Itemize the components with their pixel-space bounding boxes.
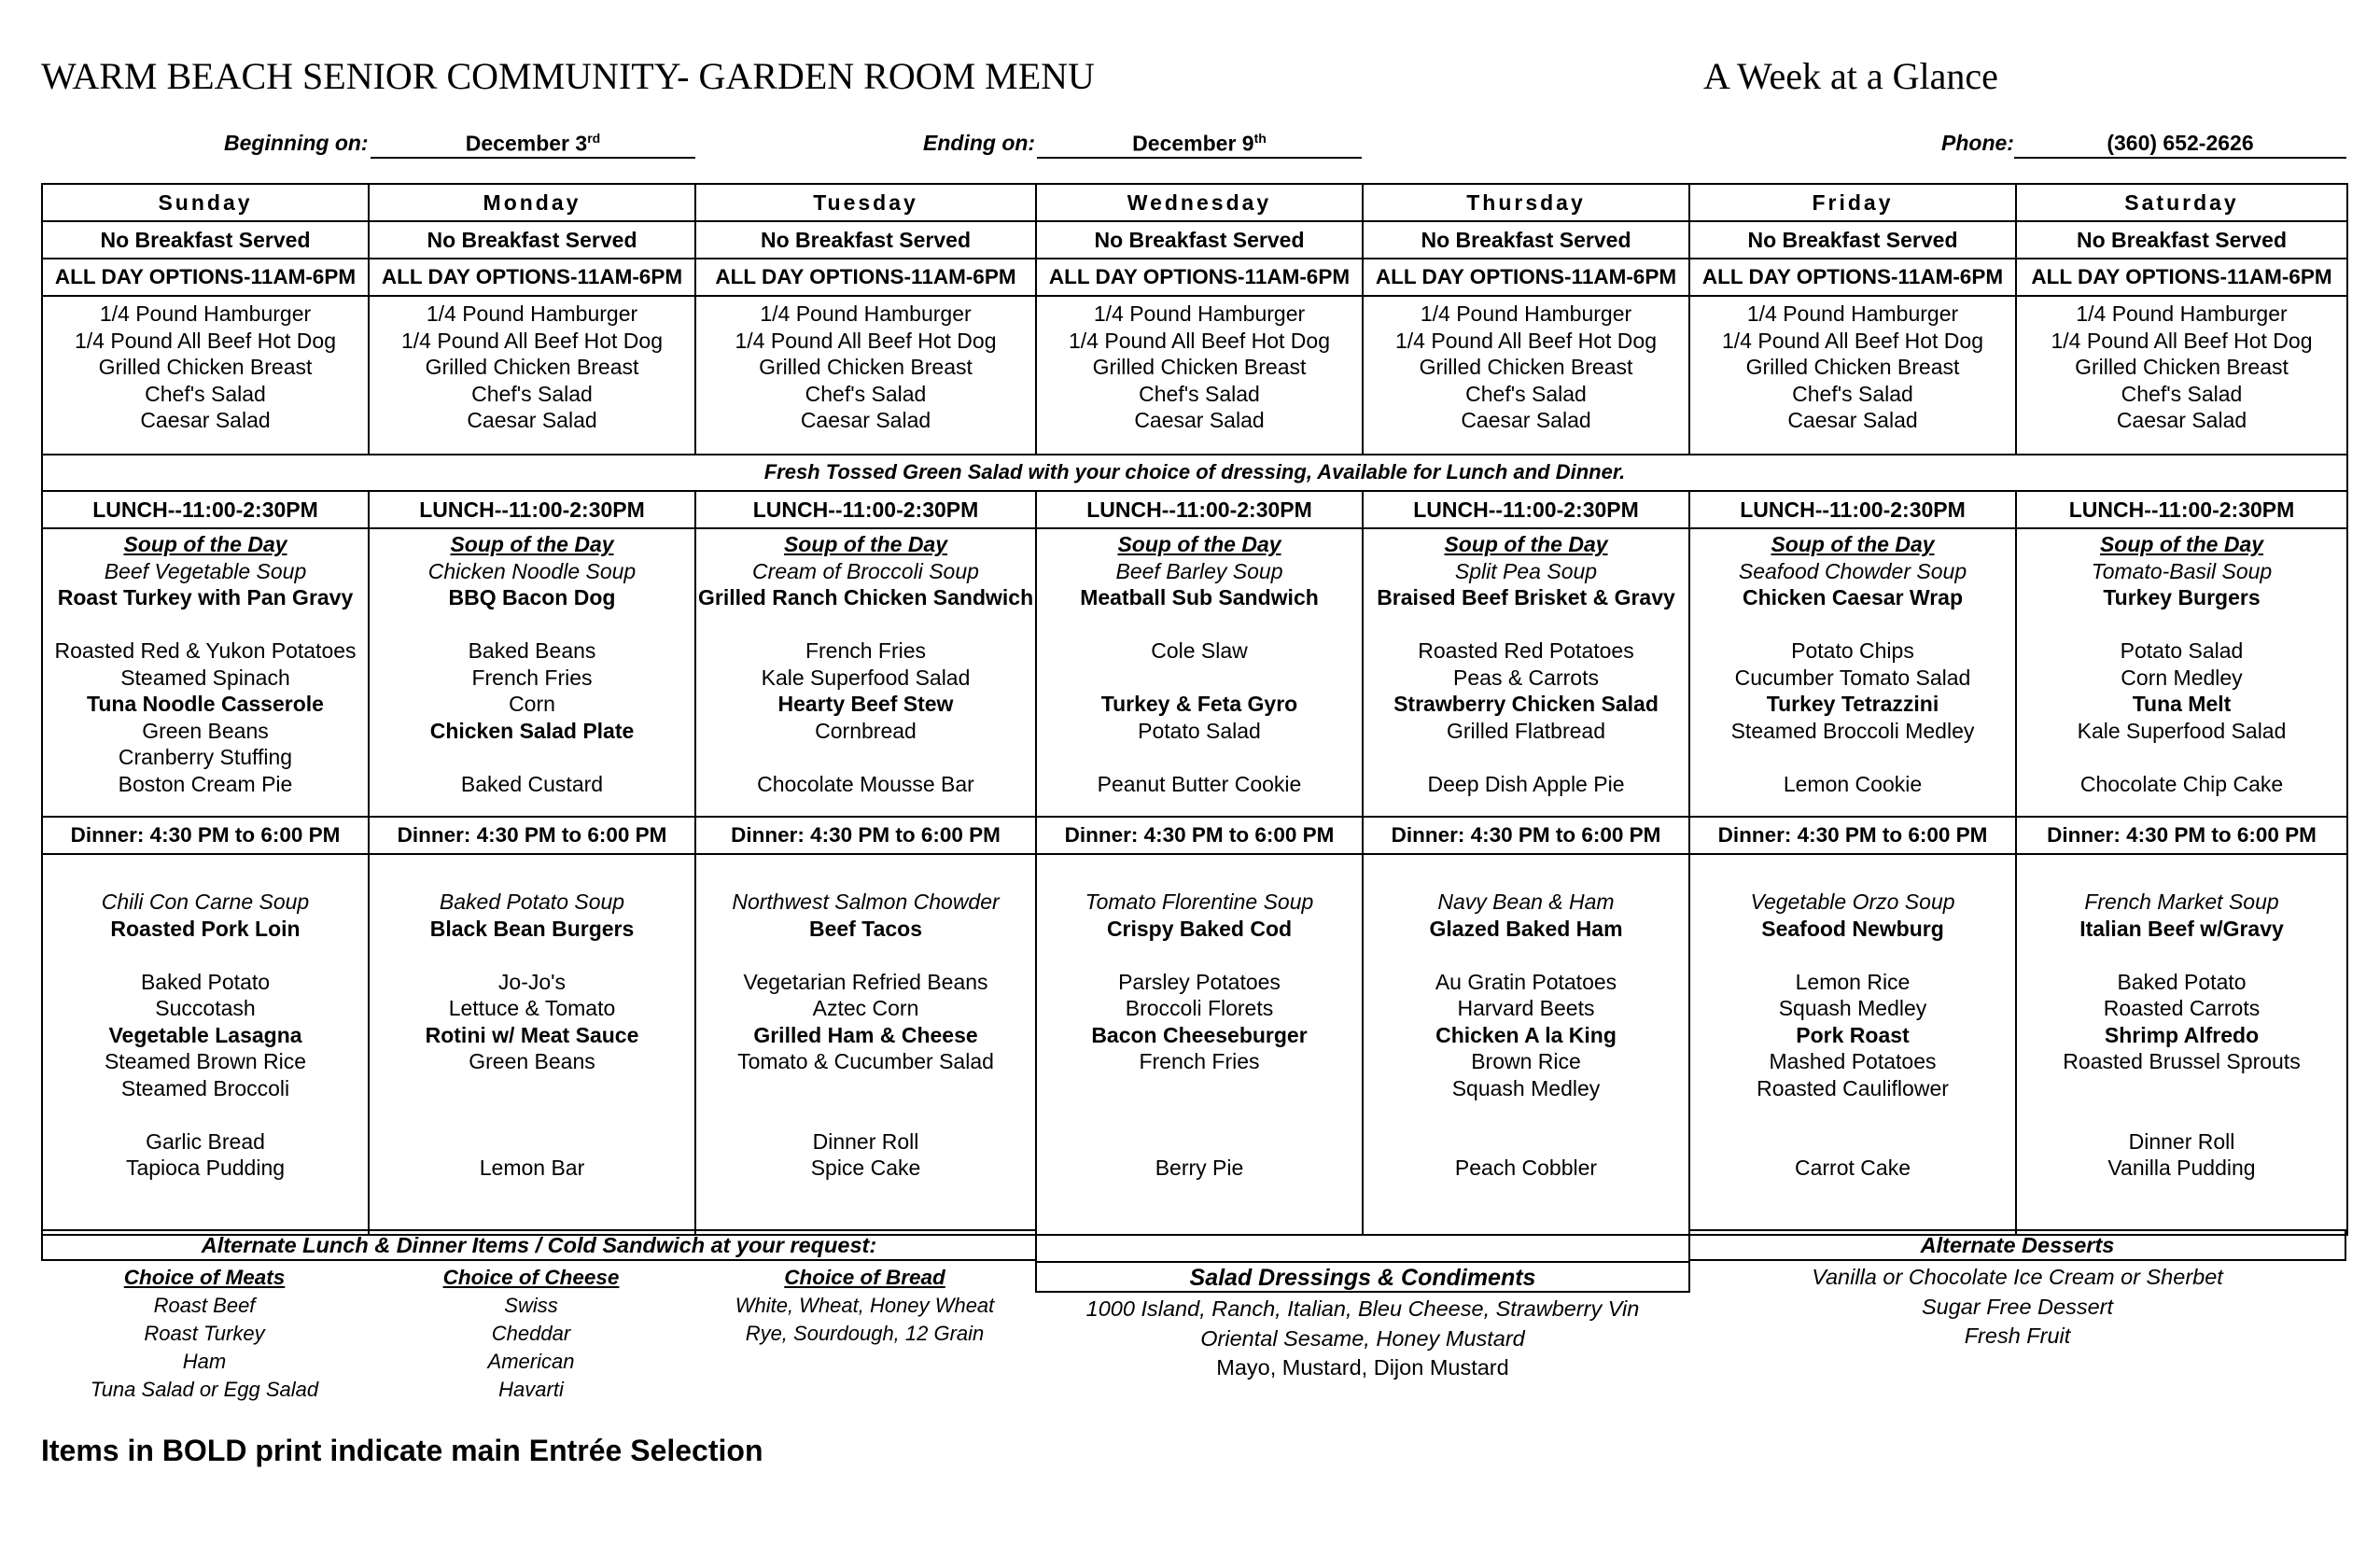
menu-item: Hearty Beef Stew bbox=[777, 692, 954, 716]
day-header-sunday: Sunday bbox=[42, 184, 369, 221]
menu-item: Chef's Salad bbox=[145, 381, 266, 406]
menu-item: Baked Potato Soup bbox=[439, 890, 625, 914]
menu-item: Meatball Sub Sandwich bbox=[1080, 585, 1319, 609]
dressing-item: Mayo, Mustard, Dijon Mustard bbox=[1216, 1355, 1509, 1380]
menu-item: 1/4 Pound All Beef Hot Dog bbox=[1394, 328, 1658, 353]
dinner-menu bbox=[1036, 854, 1363, 1235]
menu-item: Potato Salad bbox=[2120, 638, 2244, 663]
menu-item: Corn Medley bbox=[2121, 665, 2243, 690]
lunch-menu bbox=[1363, 528, 1689, 817]
menu-item: Green Beans bbox=[142, 718, 269, 743]
lunch-menu bbox=[369, 528, 695, 817]
menu-item bbox=[1692, 744, 2013, 771]
lunch-header: LUNCH--11:00-2:30PM bbox=[1363, 491, 1689, 528]
menu-item: Roasted Red & Yukon Potatoes bbox=[54, 638, 357, 663]
bread-item: White, Wheat, Honey Wheat bbox=[735, 1294, 995, 1317]
menu-item: Parsley Potatoes bbox=[1118, 969, 1281, 994]
menu-item: Potato Salad bbox=[1138, 718, 1261, 743]
all-day-header: ALL DAY OPTIONS-11AM-6PM bbox=[2016, 259, 2347, 296]
menu-item bbox=[1039, 744, 1360, 771]
menu-item bbox=[698, 1101, 1033, 1128]
dinner-menu bbox=[42, 854, 369, 1235]
menu-item: Roasted Brussel Sprouts bbox=[2063, 1049, 2301, 1073]
dressings-title: Salad Dressings & Condiments bbox=[1037, 1261, 1688, 1293]
breakfast-note: No Breakfast Served bbox=[2016, 221, 2347, 259]
menu-item: Grilled Chicken Breast bbox=[1092, 355, 1307, 379]
menu-item: Chef's Salad bbox=[2121, 381, 2243, 406]
weekly-menu-table bbox=[41, 183, 2348, 1236]
menu-item: Jo-Jo's bbox=[497, 969, 567, 994]
menu-item: Chicken Noodle Soup bbox=[427, 558, 637, 583]
menu-item: Chef's Salad bbox=[805, 381, 927, 406]
menu-item: Roasted Carrots bbox=[2103, 996, 2261, 1020]
menu-item: Seafood Chowder Soup bbox=[1738, 558, 1967, 583]
menu-item: Steamed Spinach bbox=[120, 665, 290, 690]
menu-item: Beef Barley Soup bbox=[1115, 558, 1283, 583]
all-day-header: ALL DAY OPTIONS-11AM-6PM bbox=[1036, 259, 1363, 296]
lunch-header: LUNCH--11:00-2:30PM bbox=[1036, 491, 1363, 528]
cheese-header: Choice of Cheese bbox=[442, 1266, 620, 1289]
menu-item: Beef Vegetable Soup bbox=[104, 558, 307, 583]
menu-item: Steamed Brown Rice bbox=[104, 1049, 307, 1073]
all-day-options bbox=[695, 296, 1036, 455]
dinner-header: Dinner: 4:30 PM to 6:00 PM bbox=[1363, 817, 1689, 854]
menu-item: 1/4 Pound Hamburger bbox=[1093, 301, 1306, 326]
menu-item: 1/4 Pound All Beef Hot Dog bbox=[1068, 328, 1331, 353]
ending-date: December 9th bbox=[1037, 131, 1362, 159]
menu-item bbox=[1692, 1101, 2013, 1128]
dinner-menu bbox=[369, 854, 695, 1235]
menu-item bbox=[1365, 1128, 1687, 1156]
menu-item bbox=[2019, 1075, 2345, 1102]
bread-column bbox=[694, 1264, 1035, 1348]
menu-item: 1/4 Pound All Beef Hot Dog bbox=[74, 328, 337, 353]
menu-item: Peas & Carrots bbox=[1453, 665, 1599, 690]
menu-item bbox=[371, 1075, 693, 1102]
menu-item: Chicken Salad Plate bbox=[429, 718, 635, 743]
meats-column bbox=[41, 1264, 368, 1404]
day-header-saturday: Saturday bbox=[2016, 184, 2347, 221]
menu-item: Caesar Salad bbox=[140, 408, 271, 432]
cheese-item: Swiss bbox=[504, 1294, 558, 1317]
menu-item: French Market Soup bbox=[2084, 890, 2279, 914]
menu-item: Potato Chips bbox=[1791, 638, 1914, 663]
menu-item: Soup of the Day bbox=[450, 532, 614, 556]
lunch-menu bbox=[1689, 528, 2016, 817]
all-day-header: ALL DAY OPTIONS-11AM-6PM bbox=[42, 259, 369, 296]
dessert-item: Sugar Free Dessert bbox=[1921, 1294, 2114, 1319]
menu-item: Cream of Broccoli Soup bbox=[752, 558, 979, 583]
menu-item: Boston Cream Pie bbox=[118, 771, 293, 796]
menu-item: Black Bean Burgers bbox=[429, 916, 635, 941]
menu-item: Caesar Salad bbox=[1134, 408, 1265, 432]
meat-item: Roast Turkey bbox=[144, 1322, 265, 1345]
menu-item: Chicken Caesar Wrap bbox=[1742, 585, 1964, 609]
menu-item: 1/4 Pound All Beef Hot Dog bbox=[400, 328, 664, 353]
menu-item: Broccoli Florets bbox=[1125, 996, 1274, 1020]
dinner-header: Dinner: 4:30 PM to 6:00 PM bbox=[1689, 817, 2016, 854]
menu-item: Grilled Chicken Breast bbox=[759, 355, 973, 379]
menu-item: Baked Beans bbox=[468, 638, 596, 663]
menu-item: Vegetarian Refried Beans bbox=[743, 969, 988, 994]
menu-item: 1/4 Pound All Beef Hot Dog bbox=[2051, 328, 2313, 353]
dressing-item: 1000 Island, Ranch, Italian, Bleu Cheese, Strawberry Vin bbox=[1085, 1296, 1640, 1321]
menu-item: Caesar Salad bbox=[1461, 408, 1591, 432]
dressing-item: Oriental Sesame, Honey Mustard bbox=[1200, 1325, 1525, 1351]
menu-item: Baked Custard bbox=[460, 771, 604, 796]
beginning-label: Beginning on: bbox=[224, 131, 369, 155]
menu-item bbox=[1692, 1128, 2013, 1156]
menu-item: 1/4 Pound Hamburger bbox=[760, 301, 972, 326]
menu-item: Steamed Broccoli bbox=[120, 1075, 290, 1100]
menu-item bbox=[45, 1101, 366, 1128]
menu-item: Kale Superfood Salad bbox=[761, 665, 971, 690]
menu-item: Turkey Burgers bbox=[2103, 585, 2261, 609]
all-day-options bbox=[2016, 296, 2347, 455]
menu-item bbox=[1365, 744, 1687, 771]
menu-item: Cranberry Stuffing bbox=[118, 745, 293, 769]
menu-item: Caesar Salad bbox=[800, 408, 931, 432]
menu-item: Garlic Bread bbox=[146, 1128, 265, 1154]
meat-item: Tuna Salad or Egg Salad bbox=[90, 1378, 319, 1401]
menu-item: Peach Cobbler bbox=[1454, 1156, 1598, 1180]
menu-item bbox=[1692, 611, 2013, 638]
phone-label: Phone: bbox=[1941, 131, 2014, 155]
menu-item bbox=[371, 611, 693, 638]
menu-item bbox=[698, 611, 1033, 638]
menu-item: Turkey & Feta Gyro bbox=[1100, 692, 1298, 716]
dinner-menu bbox=[1363, 854, 1689, 1235]
all-day-header: ALL DAY OPTIONS-11AM-6PM bbox=[369, 259, 695, 296]
menu-item: Caesar Salad bbox=[2116, 408, 2247, 432]
meat-item: Roast Beef bbox=[153, 1294, 256, 1317]
menu-item bbox=[1039, 1075, 1360, 1102]
menu-item: Grilled Chicken Breast bbox=[1419, 355, 1633, 379]
dinner-menu bbox=[2016, 854, 2347, 1235]
menu-item: 1/4 Pound All Beef Hot Dog bbox=[735, 328, 997, 353]
day-header-wednesday: Wednesday bbox=[1036, 184, 1363, 221]
day-header-tuesday: Tuesday bbox=[695, 184, 1036, 221]
menu-item: Soup of the Day bbox=[783, 532, 948, 556]
menu-item bbox=[1692, 942, 2013, 969]
menu-item: Dinner Roll bbox=[2128, 1128, 2235, 1154]
meats-header: Choice of Meats bbox=[123, 1266, 286, 1289]
cheese-item: American bbox=[487, 1350, 575, 1373]
breakfast-note: No Breakfast Served bbox=[1689, 221, 2016, 259]
menu-item: Italian Beef w/Gravy bbox=[2079, 916, 2284, 941]
lunch-header: LUNCH--11:00-2:30PM bbox=[2016, 491, 2347, 528]
menu-item: Crispy Baked Cod bbox=[1106, 916, 1293, 941]
menu-item: Tomato Florentine Soup bbox=[1085, 890, 1314, 914]
menu-item: Peanut Butter Cookie bbox=[1097, 771, 1302, 796]
dinner-header: Dinner: 4:30 PM to 6:00 PM bbox=[2016, 817, 2347, 854]
menu-item: Cornbread bbox=[815, 718, 917, 743]
menu-item: Lemon Bar bbox=[479, 1156, 585, 1180]
lunch-header: LUNCH--11:00-2:30PM bbox=[695, 491, 1036, 528]
menu-item: Chocolate Chip Cake bbox=[2079, 771, 2284, 796]
menu-item: Dinner Roll bbox=[812, 1128, 919, 1154]
menu-item: Pork Roast bbox=[1796, 1022, 1910, 1047]
menu-item bbox=[371, 1101, 693, 1128]
menu-item: Navy Bean & Ham bbox=[1437, 890, 1615, 914]
menu-item bbox=[371, 1128, 693, 1156]
all-day-options bbox=[1363, 296, 1689, 455]
bread-header: Choice of Bread bbox=[784, 1266, 945, 1289]
menu-item: Roast Turkey with Pan Gravy bbox=[57, 585, 354, 609]
menu-item: Tapioca Pudding bbox=[125, 1156, 286, 1180]
dinner-header: Dinner: 4:30 PM to 6:00 PM bbox=[369, 817, 695, 854]
lunch-menu bbox=[695, 528, 1036, 817]
cheese-column bbox=[368, 1264, 694, 1404]
menu-item: Chocolate Mousse Bar bbox=[757, 771, 974, 796]
lunch-header: LUNCH--11:00-2:30PM bbox=[42, 491, 369, 528]
menu-item: Chef's Salad bbox=[1465, 381, 1587, 406]
week-subtitle: A Week at a Glance bbox=[1703, 55, 1998, 97]
menu-item: Brown Rice bbox=[1471, 1049, 1581, 1073]
all-day-options bbox=[1689, 296, 2016, 455]
day-header-thursday: Thursday bbox=[1363, 184, 1689, 221]
beginning-date: December 3rd bbox=[371, 131, 695, 159]
alternates-title: Alternate Lunch & Dinner Items / Cold Sandwich at your request: bbox=[41, 1229, 1037, 1261]
menu-item: Carrot Cake bbox=[1795, 1156, 1911, 1180]
menu-item: Grilled Chicken Breast bbox=[1745, 355, 1960, 379]
lunch-menu bbox=[1036, 528, 1363, 817]
menu-item bbox=[45, 942, 366, 969]
menu-item: Grilled Chicken Breast bbox=[2075, 355, 2289, 379]
menu-item: Mashed Potatoes bbox=[1769, 1049, 1937, 1073]
menu-item: Grilled Flatbread bbox=[1446, 718, 1606, 743]
menu-item: Beef Tacos bbox=[808, 916, 922, 941]
menu-item: Tomato-Basil Soup bbox=[2091, 558, 2273, 583]
menu-item: Kale Superfood Salad bbox=[2077, 718, 2287, 743]
menu-item: 1/4 Pound Hamburger bbox=[2076, 301, 2288, 326]
menu-item: Squash Medley bbox=[1778, 996, 1927, 1020]
menu-item bbox=[1039, 665, 1360, 692]
breakfast-note: No Breakfast Served bbox=[42, 221, 369, 259]
menu-item: Lemon Rice bbox=[1795, 969, 1911, 994]
all-day-options bbox=[369, 296, 695, 455]
menu-item: Soup of the Day bbox=[1117, 532, 1281, 556]
menu-item: Squash Medley bbox=[1451, 1075, 1601, 1100]
menu-title: WARM BEACH SENIOR COMMUNITY- GARDEN ROOM MENU bbox=[41, 55, 1095, 97]
menu-item: Rotini w/ Meat Sauce bbox=[425, 1022, 639, 1047]
menu-item: Baked Potato bbox=[140, 969, 271, 994]
all-day-header: ALL DAY OPTIONS-11AM-6PM bbox=[1363, 259, 1689, 296]
dinner-header: Dinner: 4:30 PM to 6:00 PM bbox=[695, 817, 1036, 854]
dinner-header: Dinner: 4:30 PM to 6:00 PM bbox=[42, 817, 369, 854]
menu-item: Tuna Melt bbox=[2132, 692, 2232, 716]
menu-item: 1/4 Pound Hamburger bbox=[99, 301, 312, 326]
menu-item bbox=[2019, 744, 2345, 771]
menu-item bbox=[1365, 611, 1687, 638]
ending-label: Ending on: bbox=[923, 131, 1036, 155]
menu-item: Grilled Chicken Breast bbox=[425, 355, 639, 379]
menu-item: Berry Pie bbox=[1155, 1156, 1244, 1180]
menu-item: 1/4 Pound Hamburger bbox=[1746, 301, 1959, 326]
dinner-header: Dinner: 4:30 PM to 6:00 PM bbox=[1036, 817, 1363, 854]
menu-item bbox=[1365, 1101, 1687, 1128]
menu-item: Roasted Red Potatoes bbox=[1418, 638, 1634, 663]
lunch-menu bbox=[2016, 528, 2347, 817]
menu-item: Chili Con Carne Soup bbox=[101, 890, 310, 914]
dressings-list bbox=[1035, 1295, 1690, 1383]
menu-item: Split Pea Soup bbox=[1454, 558, 1598, 583]
menu-item bbox=[1039, 1101, 1360, 1128]
dessert-item: Vanilla or Chocolate Ice Cream or Sherbet bbox=[1812, 1265, 2223, 1289]
menu-item bbox=[2019, 611, 2345, 638]
menu-item bbox=[371, 942, 693, 969]
menu-item: Soup of the Day bbox=[2099, 532, 2264, 556]
meat-item: Ham bbox=[182, 1350, 227, 1373]
menu-item: French Fries bbox=[471, 665, 593, 690]
dinner-menu bbox=[1689, 854, 2016, 1235]
cheese-item: Havarti bbox=[498, 1378, 564, 1401]
bread-item: Rye, Sourdough, 12 Grain bbox=[745, 1322, 985, 1345]
menu-item: French Fries bbox=[1139, 1049, 1260, 1073]
menu-item: Lemon Cookie bbox=[1783, 771, 1923, 796]
menu-item bbox=[2019, 1101, 2345, 1128]
menu-item: Succotash bbox=[155, 996, 256, 1020]
menu-item bbox=[1039, 942, 1360, 969]
menu-item bbox=[1365, 942, 1687, 969]
desserts-list bbox=[1688, 1263, 2346, 1352]
menu-item bbox=[698, 744, 1033, 771]
menu-item: Grilled Ham & Cheese bbox=[753, 1022, 978, 1047]
menu-item: Corn bbox=[509, 692, 555, 716]
menu-item bbox=[1039, 1128, 1360, 1156]
all-day-options bbox=[1036, 296, 1363, 455]
menu-item: Lettuce & Tomato bbox=[448, 996, 616, 1020]
menu-item: Cole Slaw bbox=[1151, 638, 1248, 663]
menu-item: Roasted Cauliflower bbox=[1757, 1075, 1949, 1100]
menu-item bbox=[698, 942, 1033, 969]
menu-item: Chicken A la King bbox=[1435, 1022, 1617, 1047]
menu-item: Deep Dish Apple Pie bbox=[1427, 771, 1625, 796]
menu-item: Spice Cake bbox=[810, 1156, 921, 1180]
menu-item bbox=[2019, 942, 2345, 969]
menu-item: Strawberry Chicken Salad bbox=[1393, 692, 1659, 716]
menu-item: Vanilla Pudding bbox=[2107, 1156, 2256, 1180]
menu-item: 1/4 Pound Hamburger bbox=[1420, 301, 1632, 326]
menu-item: Soup of the Day bbox=[123, 532, 287, 556]
menu-item: Glazed Baked Ham bbox=[1429, 916, 1623, 941]
menu-item: Grilled Ranch Chicken Sandwich bbox=[698, 585, 1034, 609]
menu-item: Seafood Newburg bbox=[1761, 916, 1944, 941]
lunch-menu bbox=[42, 528, 369, 817]
menu-item: Tuna Noodle Casserole bbox=[87, 692, 324, 716]
lunch-header: LUNCH--11:00-2:30PM bbox=[369, 491, 695, 528]
salad-note: Fresh Tossed Green Salad with your choice of dressing, Available for Lunch and Dinner. bbox=[42, 455, 2347, 491]
all-day-header: ALL DAY OPTIONS-11AM-6PM bbox=[695, 259, 1036, 296]
menu-item bbox=[45, 611, 366, 638]
all-day-options bbox=[42, 296, 369, 455]
day-header-friday: Friday bbox=[1689, 184, 2016, 221]
menu-item: Au Gratin Potatoes bbox=[1435, 969, 1617, 994]
bold-legend-note: Items in BOLD print indicate main Entrée Selection bbox=[41, 1434, 763, 1467]
menu-item: Bacon Cheeseburger bbox=[1091, 1022, 1308, 1047]
lunch-header: LUNCH--11:00-2:30PM bbox=[1689, 491, 2016, 528]
dinner-menu bbox=[695, 854, 1036, 1235]
menu-item: Vegetable Orzo Soup bbox=[1750, 890, 1955, 914]
menu-item: Chef's Salad bbox=[1139, 381, 1260, 406]
menu-item: French Fries bbox=[805, 638, 927, 663]
menu-item: Soup of the Day bbox=[1771, 532, 1935, 556]
dessert-item: Fresh Fruit bbox=[1964, 1324, 2071, 1348]
menu-item: Vegetable Lasagna bbox=[108, 1022, 302, 1047]
menu-item: Steamed Broccoli Medley bbox=[1730, 718, 1975, 743]
menu-item: 1/4 Pound Hamburger bbox=[426, 301, 638, 326]
dressings-box bbox=[1035, 1229, 1690, 1293]
menu-item: Caesar Salad bbox=[1787, 408, 1918, 432]
menu-item: Northwest Salmon Chowder bbox=[732, 890, 1000, 914]
menu-item bbox=[371, 744, 693, 771]
menu-item: Cucumber Tomato Salad bbox=[1734, 665, 1971, 690]
menu-item bbox=[1039, 611, 1360, 638]
menu-item: Chef's Salad bbox=[1792, 381, 1913, 406]
cheese-item: Cheddar bbox=[491, 1322, 571, 1345]
menu-item: Chef's Salad bbox=[471, 381, 593, 406]
menu-item: Soup of the Day bbox=[1444, 532, 1608, 556]
breakfast-note: No Breakfast Served bbox=[1363, 221, 1689, 259]
all-day-header: ALL DAY OPTIONS-11AM-6PM bbox=[1689, 259, 2016, 296]
desserts-title: Alternate Desserts bbox=[1688, 1229, 2346, 1261]
menu-item: Braised Beef Brisket & Gravy bbox=[1377, 585, 1675, 609]
menu-item: 1/4 Pound All Beef Hot Dog bbox=[1721, 328, 1984, 353]
menu-item bbox=[698, 1075, 1033, 1102]
breakfast-note: No Breakfast Served bbox=[695, 221, 1036, 259]
phone-number: (360) 652-2626 bbox=[2014, 131, 2346, 159]
menu-item: Harvard Beets bbox=[1457, 996, 1595, 1020]
menu-item: Caesar Salad bbox=[467, 408, 597, 432]
menu-item: Baked Potato bbox=[2117, 969, 2247, 994]
menu-item: Aztec Corn bbox=[812, 996, 919, 1020]
menu-item: Turkey Tetrazzini bbox=[1766, 692, 1939, 716]
breakfast-note: No Breakfast Served bbox=[369, 221, 695, 259]
menu-item: Tomato & Cucumber Salad bbox=[737, 1049, 994, 1073]
menu-item: Shrimp Alfredo bbox=[2104, 1022, 2260, 1047]
menu-item: Green Beans bbox=[469, 1049, 595, 1073]
breakfast-note: No Breakfast Served bbox=[1036, 221, 1363, 259]
day-header-monday: Monday bbox=[369, 184, 695, 221]
menu-item: Grilled Chicken Breast bbox=[98, 355, 313, 379]
menu-item: Roasted Pork Loin bbox=[110, 916, 301, 941]
menu-item: BBQ Bacon Dog bbox=[448, 585, 616, 609]
